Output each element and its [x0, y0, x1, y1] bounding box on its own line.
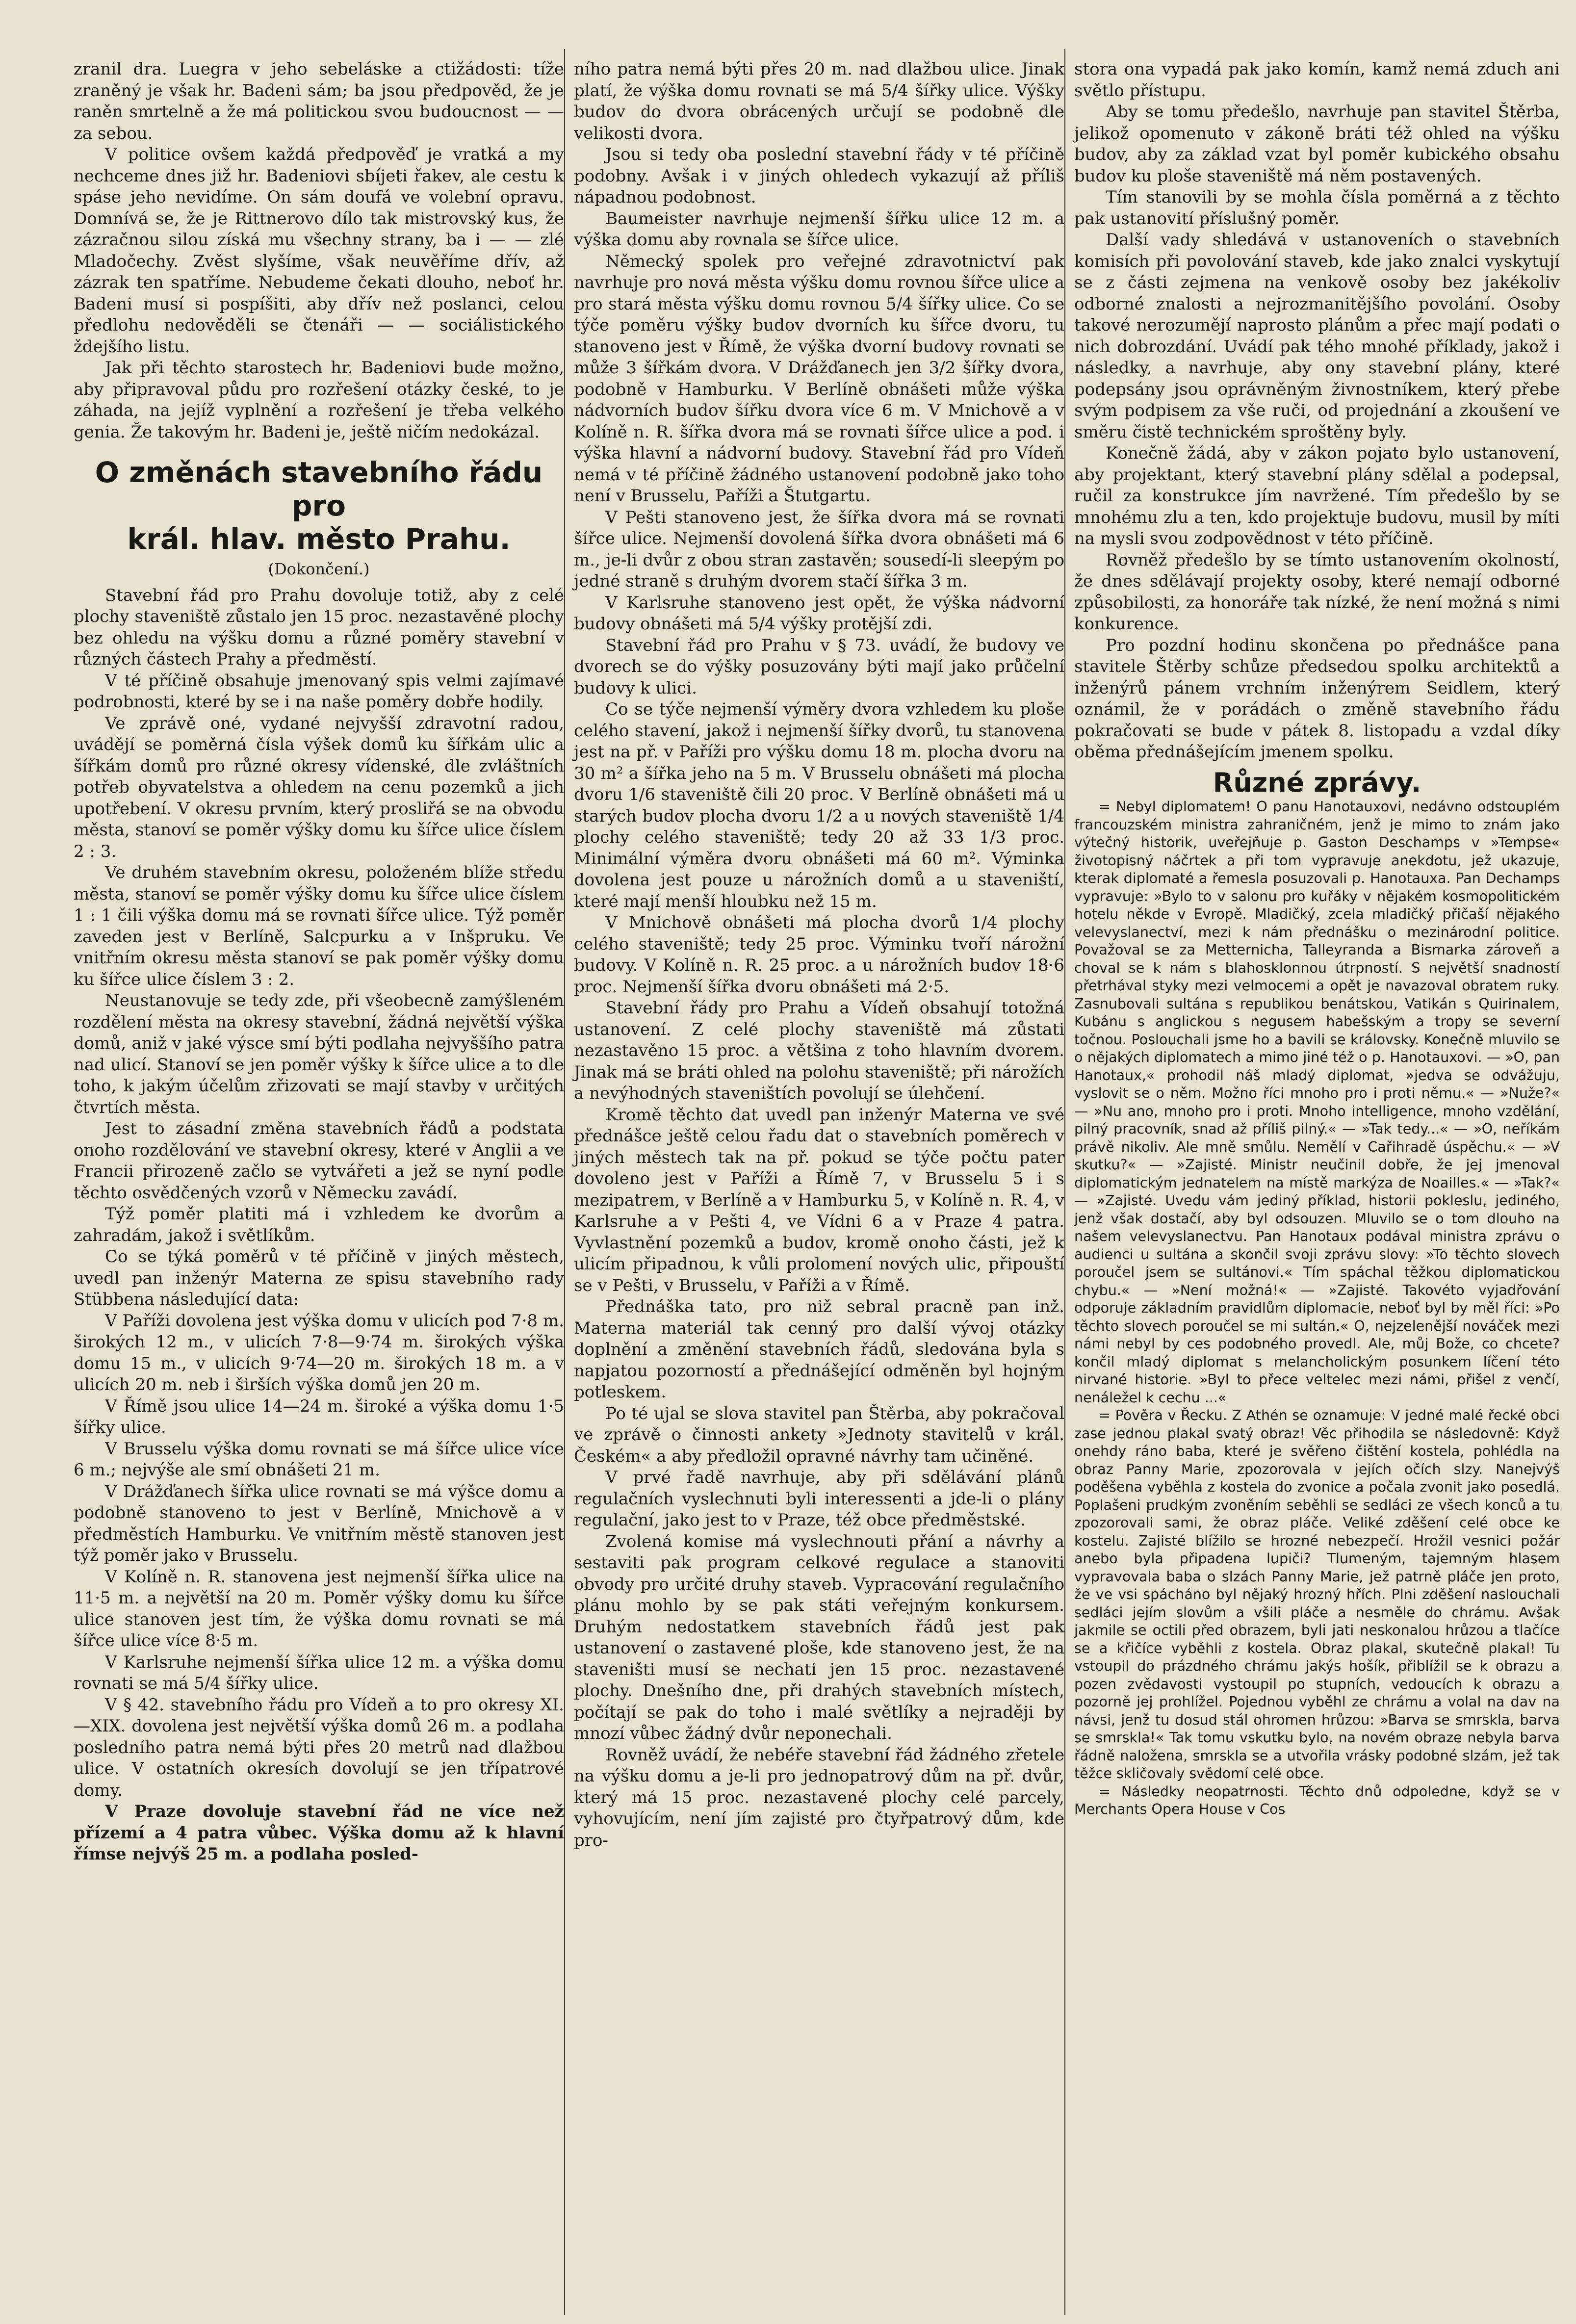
paragraph: V Pešti stanoveno jest, že šířka dvora má se rovnati šířce ulice. Nejmenší dovolená šířka dvora obnášeti má 6 m., je-li dvůr z obou stran zastavěn; sousedí-li sleepým po jedné straně s druhým dvorem stačí šířka 3 m.	[574, 507, 1064, 591]
paragraph: Stavební řád pro Prahu dovoluje totiž, aby z celé plochy staveniště zůstalo jen 15 proc. nezastavěné plochy bez ohledu na výšku domu a různé poměry stavební v různých částech Prahy a předměstí.	[74, 585, 564, 669]
paragraph: V Paříži dovolena jest výška domu v ulicích pod 7·8 m. širokých 12 m., v ulicích 7·8—9·74 m. širokých výška domu 15 m., v ulicích 9·74—20 m. širokých 18 m. a v ulicích 20 m. neb i širších výška domů jen 20 m.	[74, 1311, 564, 1394]
paragraph: Týž poměr platiti má i vzhledem ke dvorům a zahradám, jakož i světlíkům.	[74, 1204, 564, 1245]
paragraph: V Drážďanech šířka ulice rovnati se má výšce domu a podobně stanoveno to jest v Berlíně, Mnichově a v předměstích Hamburku. Ve vnitřním městě stanoven jest týž poměr jako v Brusselu.	[74, 1481, 564, 1565]
paragraph: Aby se tomu předešlo, navrhuje pan stavitel Štěrba, jelikož opomenuto v zákoně bráti též ohled na výšku budov, aby za základ vzat byl poměr kubického obsahu budov ku ploše staveniště má něm postavených.	[1074, 102, 1560, 186]
paragraph: Rovněž uvádí, že nebéře stavební řád žádného zřetele na výšku domu a je-li pro jednopatrový dům na př. dvůr, který má 15 proc. nezastavené plochy celé parcely, vyhovujícím, není jím zajisté pro čtyřpatrový dům, kde pro-	[574, 1745, 1064, 1850]
paragraph: V Karlsruhe stanoveno jest opět, že výška nádvorní budovy obnášeti má 5/4 výšky protější zdi.	[574, 593, 1064, 634]
paragraph: V Praze dovoluje stavební řád ne více než přízemí a 4 patra vůbec. Výška domu až k hlavní římse nejvýš 25 m. a podlaha posled-	[74, 1802, 564, 1864]
column-3	[1074, 59, 1560, 1819]
paragraph: V té příčině obsahuje jmenovaný spis velmi zajímavé podrobnosti, které by se i na naše poměry dobře hodily.	[74, 671, 564, 712]
paragraph: Po té ujal se slova stavitel pan Štěrba, aby pokračoval ve zprávě o činnosti ankety »Jednoty stavitelů v král. Českém« a aby předložil opravné návrhy tam učiněné.	[574, 1403, 1064, 1466]
column-2	[574, 59, 1064, 1851]
headline-line-2: král. hlav. město Prahu.	[127, 522, 511, 556]
paragraph: Co se týká poměrů v té příčině v jiných městech, uvedl pan inženýr Materna ze spisu stavebního rady Stübbena následující data:	[74, 1247, 564, 1309]
column-rule	[564, 49, 565, 2315]
news-items	[1074, 798, 1560, 1819]
paragraph: Jest to zásadní změna stavebních řádů a podstata onoho rozdělování ve stavební okresy, které v Anglii a ve Francii přirozeně začlo se vytvářeti a jež se nyní podle těchto osvědčených vzorů v Německu zavádí.	[74, 1119, 564, 1203]
paragraph: Ve druhém stavebním okresu, položeném blíže středu města, stanoví se poměr výšky domu ku šířce ulice číslem 1 : 1 čili výška domu má se rovnati šířce ulice. Týž poměr zaveden jest v Berlíně, Salcpurku a v Inšpruku. Ve vnitřním okresu města stanoví se pak poměr výšky domu ku šířce ulice číslem 3 : 2.	[74, 863, 564, 989]
paragraph: Stavební řády pro Prahu a Vídeň obsahují totožná ustanovení. Z celé plochy staveniště má zůstati nezastavěno 15 proc. a většina z toho hlavním dvorem. Jinak má se bráti ohled na polohu staveniště; při nárožích a nevýhodných staveništích povolují se úlehčení.	[574, 998, 1064, 1103]
column-1	[74, 59, 564, 1865]
paragraph: Co se týče nejmenší výměry dvora vzhledem ku ploše celého stavení, jakož i nejmenší šířky dvorů, tu stanovena jest na př. v Paříži pro výšku domu 18 m. plocha dvoru na 30 m² a šířka jeho na 5 m. V Brusselu obnášeti má plocha dvoru 1/6 staveniště čili 20 proc. V Berlíně obnášeti má u starých budov plocha dvoru 1/2 a u nových staveniště 1/4 plochy celého staveniště; tedy 20 až 33 1/3 proc. Minimální výměra dvoru obnášeti má 60 m². Výminka dovolena jest pouze u nárožních domů a u staveniští, které mají menší hloubku než 15 m.	[574, 699, 1064, 911]
headline-line-1: O změnách stavebního řádu pro	[95, 456, 543, 522]
paragraph: V prvé řadě navrhuje, aby při sdělávání plánů regulačních vyslechnuti byli interessenti a jde-li o plány regulační, jako jest to v Praze, též obce předměstské.	[574, 1468, 1064, 1530]
news-item: = Nebyl diplomatem! O panu Hanotauxovi, nedávno odstouplém francouzském ministra zahraničném, jenž je mimo to znám jako výtečný historik, uveřejňuje p. Gaston Deschamps v »Tempse« životopisný náčrtek a při tom vypravuje anekdotu, jež ukazuje, kterak diplomaté a řemesla posuzovali p. Hanotauxa. Pan Dechamps vypravuje: »Bylo to v salonu pro kuřáky v nějakém kosmopolitickém hotelu někde v Evropě. Mladičký, zcela mladičký přičaší nějakého velevyslanectví, mezi k nám přednášku o mezinárodní politice. Považoval se za Metternicha, Talleyranda a Bismarka zároveň a choval se k nám s blahosklonnou útrpností. S největší snadností přetrhával styky mezi velmocemi a opět je navazoval obratem ruky. Zasnubovali sultána s republikou benátskou, Vatikán s Quirinalem, Kubánu s anglickou s negusem habešským a tropy se severní točnou. Poslouchali jsme ho a bavili se královsky. Konečně mluvilo se o nějakých diplomatech a mimo jiné též o p. Hanotauxovi. — »O, pan Hanotaux,« prohodil náš mladý diplomat, »jedva se odvážuju, vyslovit se o něm. Možno říci mnoho pro i proti němu.« — »Nuže?« — »Nu ano, mnoho pro i proti. Mnoho intelligence, mnoho vzdělání, pilný pracovník, snad až příliš pilný.« — »Tak tedy...« — »O, neříkám právě nikoliv. Ale mně smůlu. Nemělí v Cařihradě úspěchu.« — »V skutku?« — »Zajisté. Ministr neučinil dobře, že jej jmenoval diplomatickým jednatelem na místě markýza de Noailles.« — »Tak?« — »Zajisté. Uvedu vám jediný příklad, historii pokleslu, jediného, jenž však dostačí, aby byl odsouzen. Mluvilo se o tom dlouho na našem velevyslanectvu. Pan Hanotaux podával ministra zprávu o audienci u sultána a skončil svoji zprávu slovy: »To těchto slovech poroučel jsem se sultánovi.« Tím spáchal těžkou diplomatickou chybu.« — »Není možná!« — »Zajisté. Takovéto vyjadřování odporuje základním pravidlům diplomacie, neboť byl by měl říci: »Po těchto slovech poroučel se mi sultán.« O, nejzelenější nováček mezi námi nebyl by ces podobného provedl. Ale, můj Bože, co chcete? končil mladý diplomat s melancholickým posunkem líčení této nirvané historie. »Byl to přece veltelec mezi námi, přišel z venčí, nenáležel k cechu ...«	[1074, 799, 1560, 1406]
paragraph: Německý spolek pro veřejné zdravotnictví pak navrhuje pro nová města výšku domu rovnou šířce ulice a pro stará města výšku domu rovnou 5/4 šířky ulice. Co se týče poměru výšky budov dvorních ku šířce dvoru, tu stanoveno jest v Římě, že výška dvorní budovy rovnati se může 3 šířkám dvora. V Drážďanech jen 3/2 šířky dvora, podobně v Hamburku. V Berlíně obnášeti může výška nádvorních budov šířku dvora více 6 m. V Mnichově a v Kolíně n. R. šířka dvora má se rovnati šířce ulice a pod. i výška hlavní a nádvorní budovy. Stavební řád pro Vídeň nemá v té příčině žádného ustanovení podobně jako toho není v Brusselu, Paříži a Štutgartu.	[574, 251, 1064, 506]
column-rule	[1064, 49, 1065, 2315]
article-headline	[74, 456, 564, 556]
paragraph: Rovněž předešlo by se tímto ustanovením okolností, že dnes sdělávají projekty osoby, které nemají odborné způsobilosti, za honoráře tak nízké, že není možná s nimi konkurence.	[1074, 550, 1560, 634]
paragraph: Neustanovuje se tedy zde, při všeobecně zamýšleném rozdělení města na okresy stavební, žádná největší výška domů, aniž v jaké výsce smí býti podlaha nejvyššího patra nad ulicí. Stanoví se jen poměr výšky k šířce ulice a to dle toho, k jakým účelům zřizovati se mají stavby v určitých čtvrtích města.	[74, 991, 564, 1117]
paragraph: V politice ovšem každá předpověď je vratká a my nechceme dnes již hr. Badeniovi sbíjeti řakev, ale cestu k spáse jeho nevidíme. On sám doufá ve volební opravu. Domnívá se, že je Rittnerovo dílo tak mistrovský kus, že zázračnou silou získá mu všechny strany, ba i — — zlé Mladočechy. Zvěst slyšíme, však neuvěříme dřív, až zázrak ten spatříme. Nebudeme čekati dlouho, neboť hr. Badeni musí si pospíšiti, aby dřív než poslanci, celou předlohu nedověděli se čtenáři — — sociálistického ždejšího listu.	[74, 145, 564, 357]
paragraph: Jak při těchto starostech hr. Badeniovi bude možno, aby připravoval půdu pro rozřešení otázky české, to je záhada, na jejíž vyplnění a rozřešení je třeba velkého genia. Že takovým hr. Badeni je, ještě ničím nedokázal.	[74, 358, 564, 442]
paragraph: Zvolená komise má vyslechnouti přání a návrhy a sestaviti pak program celkové regulace a stanoviti obvody pro určité druhy staveb. Vypracování regulačního plánu mohlo by se pak státi veřejným konkursem. Druhým nedostatkem stavebních řádů jest pak ustanovení o zastavené ploše, kde stanoveno jest, že na staveništi musí se nechati jen 15 proc. nezastavené plochy. Dnešního dne, při drahých stavebních místech, počítají se pak do toho i malé světlíky a nejraději by mnozí vůbec žádný dvůr neponechali.	[574, 1531, 1064, 1743]
paragraph: Ve zprávě oné, vydané nejvyšší zdravotní radou, uvádějí se poměrná čísla výšek domů ku šířkám ulic a šířkám domů pro různé okresy vídenské, dle zvláštních potřeb obyvatelstva a ohledem na cenu pozemků a jich upotřebení. V okresu prvním, který prosliřá se na obvodu města, stanoví se poměr výšky domu ku šířce ulice číslem 2 : 3.	[74, 713, 564, 861]
paragraph: Baumeister navrhuje nejmenší šířku ulice 12 m. a výška domu aby rovnala se šířce ulice.	[574, 208, 1064, 250]
paragraph: Tím stanovili by se mohla čísla poměrná a z těchto pak ustanovití příslušný poměr.	[1074, 187, 1560, 229]
paragraph: ního patra nemá býti přes 20 m. nad dlažbou ulice. Jinak platí, že výška domu rovnati se má 5/4 šířky ulice. Výšky budov do dvora obrácených určují se podobně dle velikosti dvora.	[574, 59, 1064, 143]
news-item: = Pověra v Řecku. Z Athén se oznamuje: V jedné malé řecké obci zase jednou plakal svatý obraz! Věc přihodila se následovně: Když onehdy ráno baba, které je svěřeno čištění kostela, pohlédla na obraz Panny Marie, zpozorovala v jejích očích slzy. Nanejvýš poděšena vyběhla z kostela do zvonice a počala zvonit jako posedlá. Poplašeni prudkým zvoněním seběhli se sedláci ze všech konců a tu zpozorovali sami, že obraz pláče. Veliké zděšení celé obce ke kostelu. Zajisté blížilo se hrozné nebezpečí. Hrožil vesnici požár anebo byla připadena lupiči? Tlumeným, tajemným hlasem vypravovala baba o slzách Panny Marie, jež patrně pláče jen proto, že ve vsi spácháno byl nějaký hrozný hřích. Plni zděšení naslouchali sedláci jejím slovům a všili pláče a nesměle do chrámu. Avšak jakmile se octili před obrazem, byli jati neskonalou hrůzou a tlačíce se a křičíce vyběhli z kostela. Obraz plakal, skutečně plakal! Tu vstoupil do prázdného chrámu jakýs hošík, přiblížil se k obrazu a pozen zvědavosti vystoupil po stupních, vedoucích k obrazu a pozorně jej prohlížel. Pojednou vyběhl ze chrámu a volal na dav na návsi, jenž tu dosud stál ohromen hrůzou: »Barva se smrskla, barva se smrskla!« Tak tomu vskutku bylo, na novém obraze nebyla barva řádně naložena, smrskla se a utvořila vrásky podobné slzám, jež tak těžce skličovaly svědomí celé obce.	[1074, 1407, 1560, 1782]
paragraph: Stavební řád pro Prahu v § 73. uvádí, že budovy ve dvorech se do výšky posuzovány býti mají jako průčelní budovy k ulici.	[574, 635, 1064, 698]
paragraph: V Římě jsou ulice 14—24 m. široké a výška domu 1·5 šířky ulice.	[74, 1396, 564, 1437]
paragraph: zranil dra. Luegra v jeho sebeláske a ctižádosti: tíže zraněný je však hr. Badeni sám; ba jsou předpověd, že je raněn smrtelně a že má politickou svou budoucnost — — za sebou.	[74, 59, 564, 143]
paragraph: V § 42. stavebního řádu pro Vídeň a to pro okresy XI.—XIX. dovolena jest největší výška domů 26 m. a podlaha posledního patra nemá býti přes 20 metrů nad dlažbou ulice. V ostatních okresích dovolují se jen třípatrové domy.	[74, 1695, 564, 1800]
paragraph: Kromě těchto dat uvedl pan inženýr Materna ve své přednášce ještě celou řadu dat o stavebních poměrech v jiných městech tak na př. pokud se týče počtu pater dovoleno jest v Paříži a Římě 7, v Brusselu 5 i s mezipatrem, v Berlíně a v Hamburku 5, v Kolíně n. R. 4, v Karlsruhe a v Pešti 4, ve Vídni 6 a v Praze 4 patra. Vyvlastnění pozemků a budov, kromě onoho části, jež k ulicím připadnou, k vůli prolomení nových ulic, připouští se v Pešti, v Brusselu, v Paříži a v Římě.	[574, 1105, 1064, 1295]
paragraph: Další vady shledává v ustanoveních o stavebních komisích při povolování staveb, kde jako znalci vyskytují se z části zejmena na venkově osoby bez jakékoliv odborné znalosti a nejrozmanitějšího povolání. Osoby takové nerozumějí naprosto plánům a přec mají podati o nich dobrozdání. Uvádí pak tého mnohé příklady, jakož i následky, a navrhuje, aby ony stavební plány, které podepsány jsou oprávněným živnostníkem, který přebe svým podpisem za vše ruči, od projednání a zkoušení ve směru čistě technickém sproštěny byly.	[1074, 230, 1560, 442]
paragraph: V Brusselu výška domu rovnati se má šířce ulice více 6 m.; nejvýše ale smí obnášeti 21 m.	[74, 1439, 564, 1480]
continued-note: (Dokončení.)	[268, 560, 370, 578]
paragraph: stora ona vypadá pak jako komín, kamž nemá zduch ani světlo přístupu.	[1074, 59, 1560, 101]
paragraph: Konečně žádá, aby v zákon pojato bylo ustanovení, aby projektant, který stavební plány sdělal a podepsal, ručil za konstrukce jím navržené. Tím předešlo by se mnohému zlu a ten, kdo projektuje budovu, musil by míti na mysli svou zodpovědnost v této příčině.	[1074, 443, 1560, 548]
paragraph: V Karlsruhe nejmenší šířka ulice 12 m. a výška domu rovnati se má 5/4 šířky ulice.	[74, 1652, 564, 1693]
section-title: Různé zprávy.	[1213, 767, 1421, 798]
news-item: = Následky neopatrnosti. Těchto dnů odpoledne, když se v Merchants Opera House v Cos	[1074, 1783, 1560, 1817]
paragraph: Jsou si tedy oba poslední stavební řády v té příčině podobny. Avšak i v jiných ohledech vykazují až příliš nápadnou podobnost.	[574, 145, 1064, 207]
paragraph: V Kolíně n. R. stanovena jest nejmenší šířka ulice na 11·5 m. a největší na 20 m. Poměr výšky domu ku šířce ulice stanoven jest tím, že výška domu rovnati se má šířce ulice více 8·5 m.	[74, 1567, 564, 1651]
paragraph: Přednáška tato, pro niž sebral pracně pan inž. Materna materiál tak cenný pro další vývoj otázky doplnění a změnění stavebních řádů, sledována byla s napjatou pozorností a přednášející odměněn byl hojným potleskem.	[574, 1297, 1064, 1402]
paragraph: V Mnichově obnášeti má plocha dvorů 1/4 plochy celého staveniště; tedy 25 proc. Výminku tvoří nárožní budovy. V Kolíně n. R. 25 proc. a u nárožních budov 18·6 proc. Nejmenší šířka dvoru obnášeti má 2·5.	[574, 913, 1064, 997]
paragraph: Pro pozdní hodinu skončena po přednášce pana stavitele Štěrby schůze předsedou spolku architektů a inženýrů pánem vrchním inženýrem Seidlem, který oznámil, že v porádách o změně stavebního řádu pokračovati se bude v pátek 8. listopadu a vzdal díky oběma přednášejícím jmenem spolku.	[1074, 635, 1560, 762]
